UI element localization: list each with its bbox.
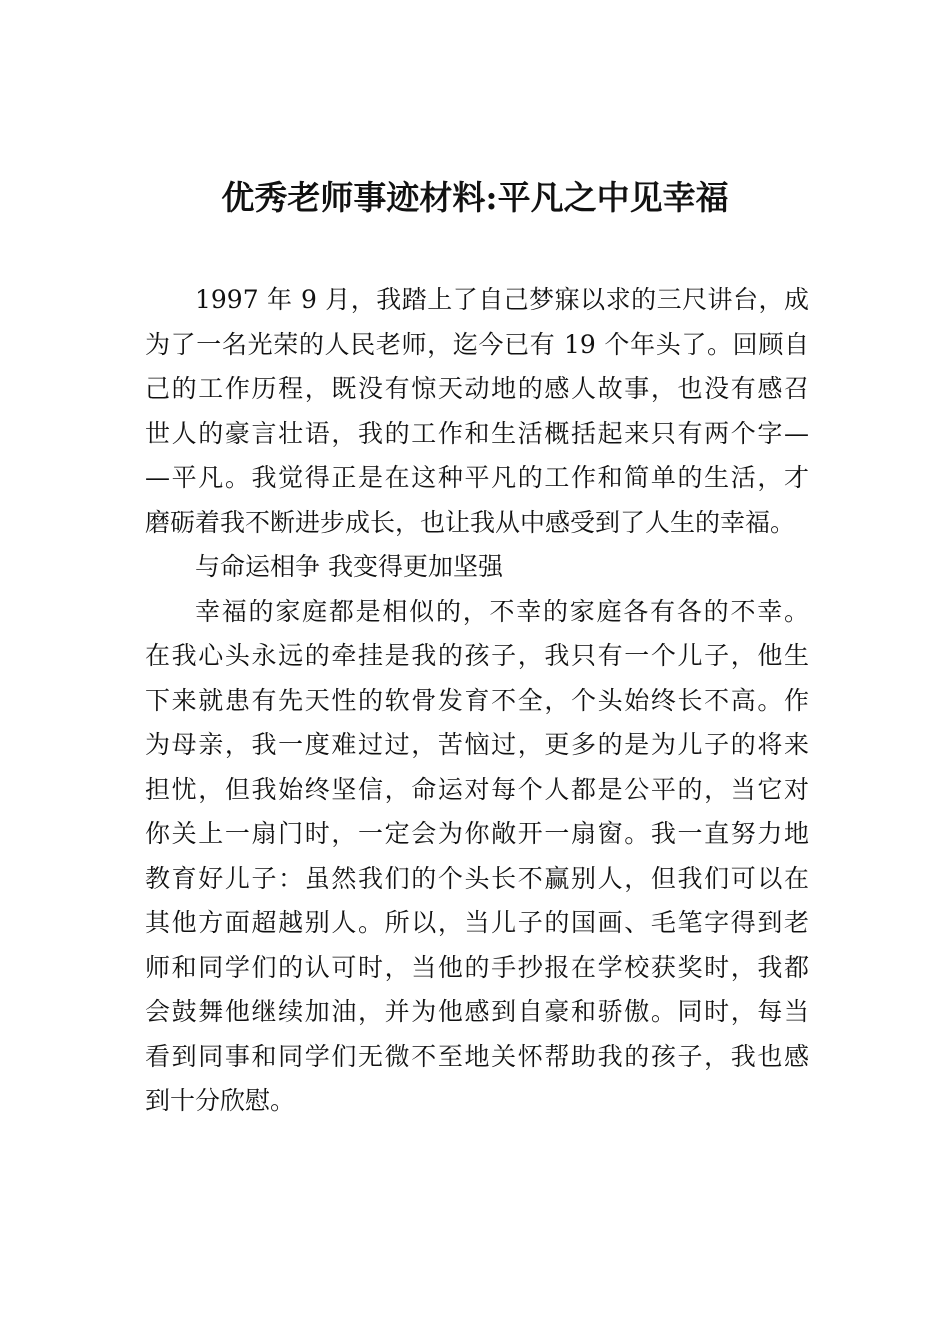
document-title: 优秀老师事迹材料:平凡之中见幸福 xyxy=(221,178,729,217)
text-line: 为了一名光荣的人民老师，迄今已有 19 个年头了。回顾自 xyxy=(145,329,809,359)
text-line: 师和同学们的认可时，当他的手抄报在学校获奖时，我都 xyxy=(145,952,809,982)
text-line: 教育好儿子：虽然我们的个头长不赢别人，但我们可以在 xyxy=(145,863,809,893)
text-line: 1997 年 9 月，我踏上了自己梦寐以求的三尺讲台，成 xyxy=(195,285,809,314)
text-line: 己的工作历程，既没有惊天动地的感人故事，也没有感召 xyxy=(145,374,809,403)
text-line: 到十分欣慰。 xyxy=(145,1086,296,1115)
text-line: 看到同事和同学们无微不至地关怀帮助我的孩子，我也感 xyxy=(145,1041,809,1071)
section-heading xyxy=(145,545,809,590)
text-line: 在我心头永远的牵挂是我的孩子，我只有一个儿子，他生 xyxy=(145,641,809,670)
text-line: 为母亲，我一度难过过，苦恼过，更多的是为儿子的将来 xyxy=(145,730,809,759)
text-line: 磨砺着我不断进步成长，也让我从中感受到了人生的幸福。 xyxy=(145,507,796,537)
text-line: 幸福的家庭都是相似的，不幸的家庭各有各的不幸。 xyxy=(195,596,809,626)
paragraph-1 xyxy=(145,278,809,545)
text-line: 担忧，但我始终坚信，命运对每个人都是公平的，当它对 xyxy=(145,774,809,804)
text-line: 你关上一扇门时，一定会为你敞开一扇窗。我一直努力地 xyxy=(145,819,809,848)
section-heading-text: 与命运相争 我变得更加坚强 xyxy=(195,552,503,581)
text-line: 世人的豪言壮语，我的工作和生活概括起来只有两个字— xyxy=(145,418,809,448)
text-line: 下来就患有先天性的软骨发育不全，个头始终长不高。作 xyxy=(145,685,809,715)
text-line: 会鼓舞他继续加油，并为他感到自豪和骄傲。同时，每当 xyxy=(145,997,809,1026)
document-body xyxy=(145,278,809,1124)
paragraph-2 xyxy=(145,590,809,1124)
text-line: —平凡。我觉得正是在这种平凡的工作和简单的生活，才 xyxy=(145,463,809,492)
text-line: 其他方面超越别人。所以，当儿子的国画、毛笔字得到老 xyxy=(145,908,809,937)
